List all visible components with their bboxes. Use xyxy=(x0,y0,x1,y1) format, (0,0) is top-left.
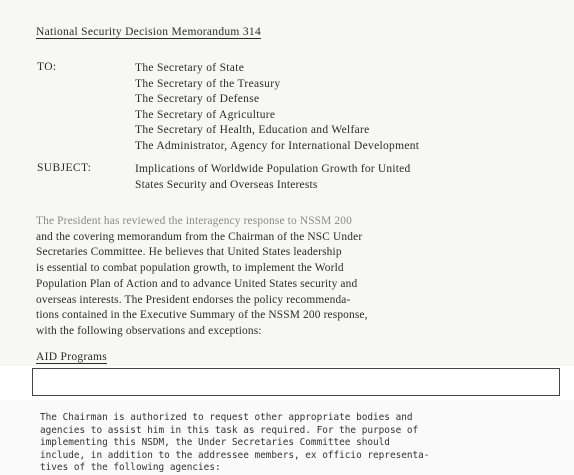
recipient-item: The Secretary of Health, Education and Welfare xyxy=(135,124,370,136)
body-line: Population Plan of Action and to advance United States security and xyxy=(36,277,358,290)
recipient-item: The Administrator, Agency for International Development xyxy=(135,139,420,152)
body-line: with the following observations and exceptions: xyxy=(36,324,262,337)
continuation-line: implementing this NSDM, the Under Secretaries Committee should xyxy=(40,437,390,449)
continuation-line: agencies to assist him in this task as required. For the purpose of xyxy=(40,424,419,436)
redaction-box xyxy=(32,368,560,396)
body-line: overseas interests. The President endorses the policy recommenda- xyxy=(36,293,351,306)
recipient-list xyxy=(135,61,419,154)
body-line: Secretaries Committee. He believes that United States leadership xyxy=(36,246,342,259)
continuation-line: The Chairman is authorized to request other appropriate bodies and xyxy=(40,412,413,423)
body-line: is essential to combat population growth, to implement the World xyxy=(36,262,344,275)
memo-heading: National Security Decision Memorandum 314 xyxy=(36,26,262,38)
subject-label: SUBJECT: xyxy=(37,162,92,174)
recipient-item: The Secretary of Defense xyxy=(135,93,260,105)
subject-text xyxy=(135,162,555,193)
recipient-item: The Secretary of the Treasury xyxy=(135,77,281,90)
body-line: tions contained in the Executive Summary of the NSSM 200 response, xyxy=(36,309,368,322)
body-line: and the covering memorandum from the Chairman of the NSC Under xyxy=(36,230,363,243)
continuation-paragraph xyxy=(40,412,540,475)
section-heading-aid-programs: AID Programs xyxy=(36,351,107,363)
to-label: TO: xyxy=(37,61,57,73)
recipient-item: The Secretary of State xyxy=(135,62,245,74)
recipient-item: The Secretary of Agriculture xyxy=(135,108,276,121)
continuation-line: tives of the following agencies: xyxy=(40,462,221,474)
subject-line: States Security and Overseas Interests xyxy=(135,178,318,191)
body-line: The President has reviewed the interagency response to NSSM 200 xyxy=(36,215,352,227)
subject-line: Implications of Worldwide Population Growth for United xyxy=(135,163,411,175)
continuation-line: include, in addition to the addressee members, ex officio representa- xyxy=(40,449,430,461)
body-paragraph xyxy=(36,214,536,340)
